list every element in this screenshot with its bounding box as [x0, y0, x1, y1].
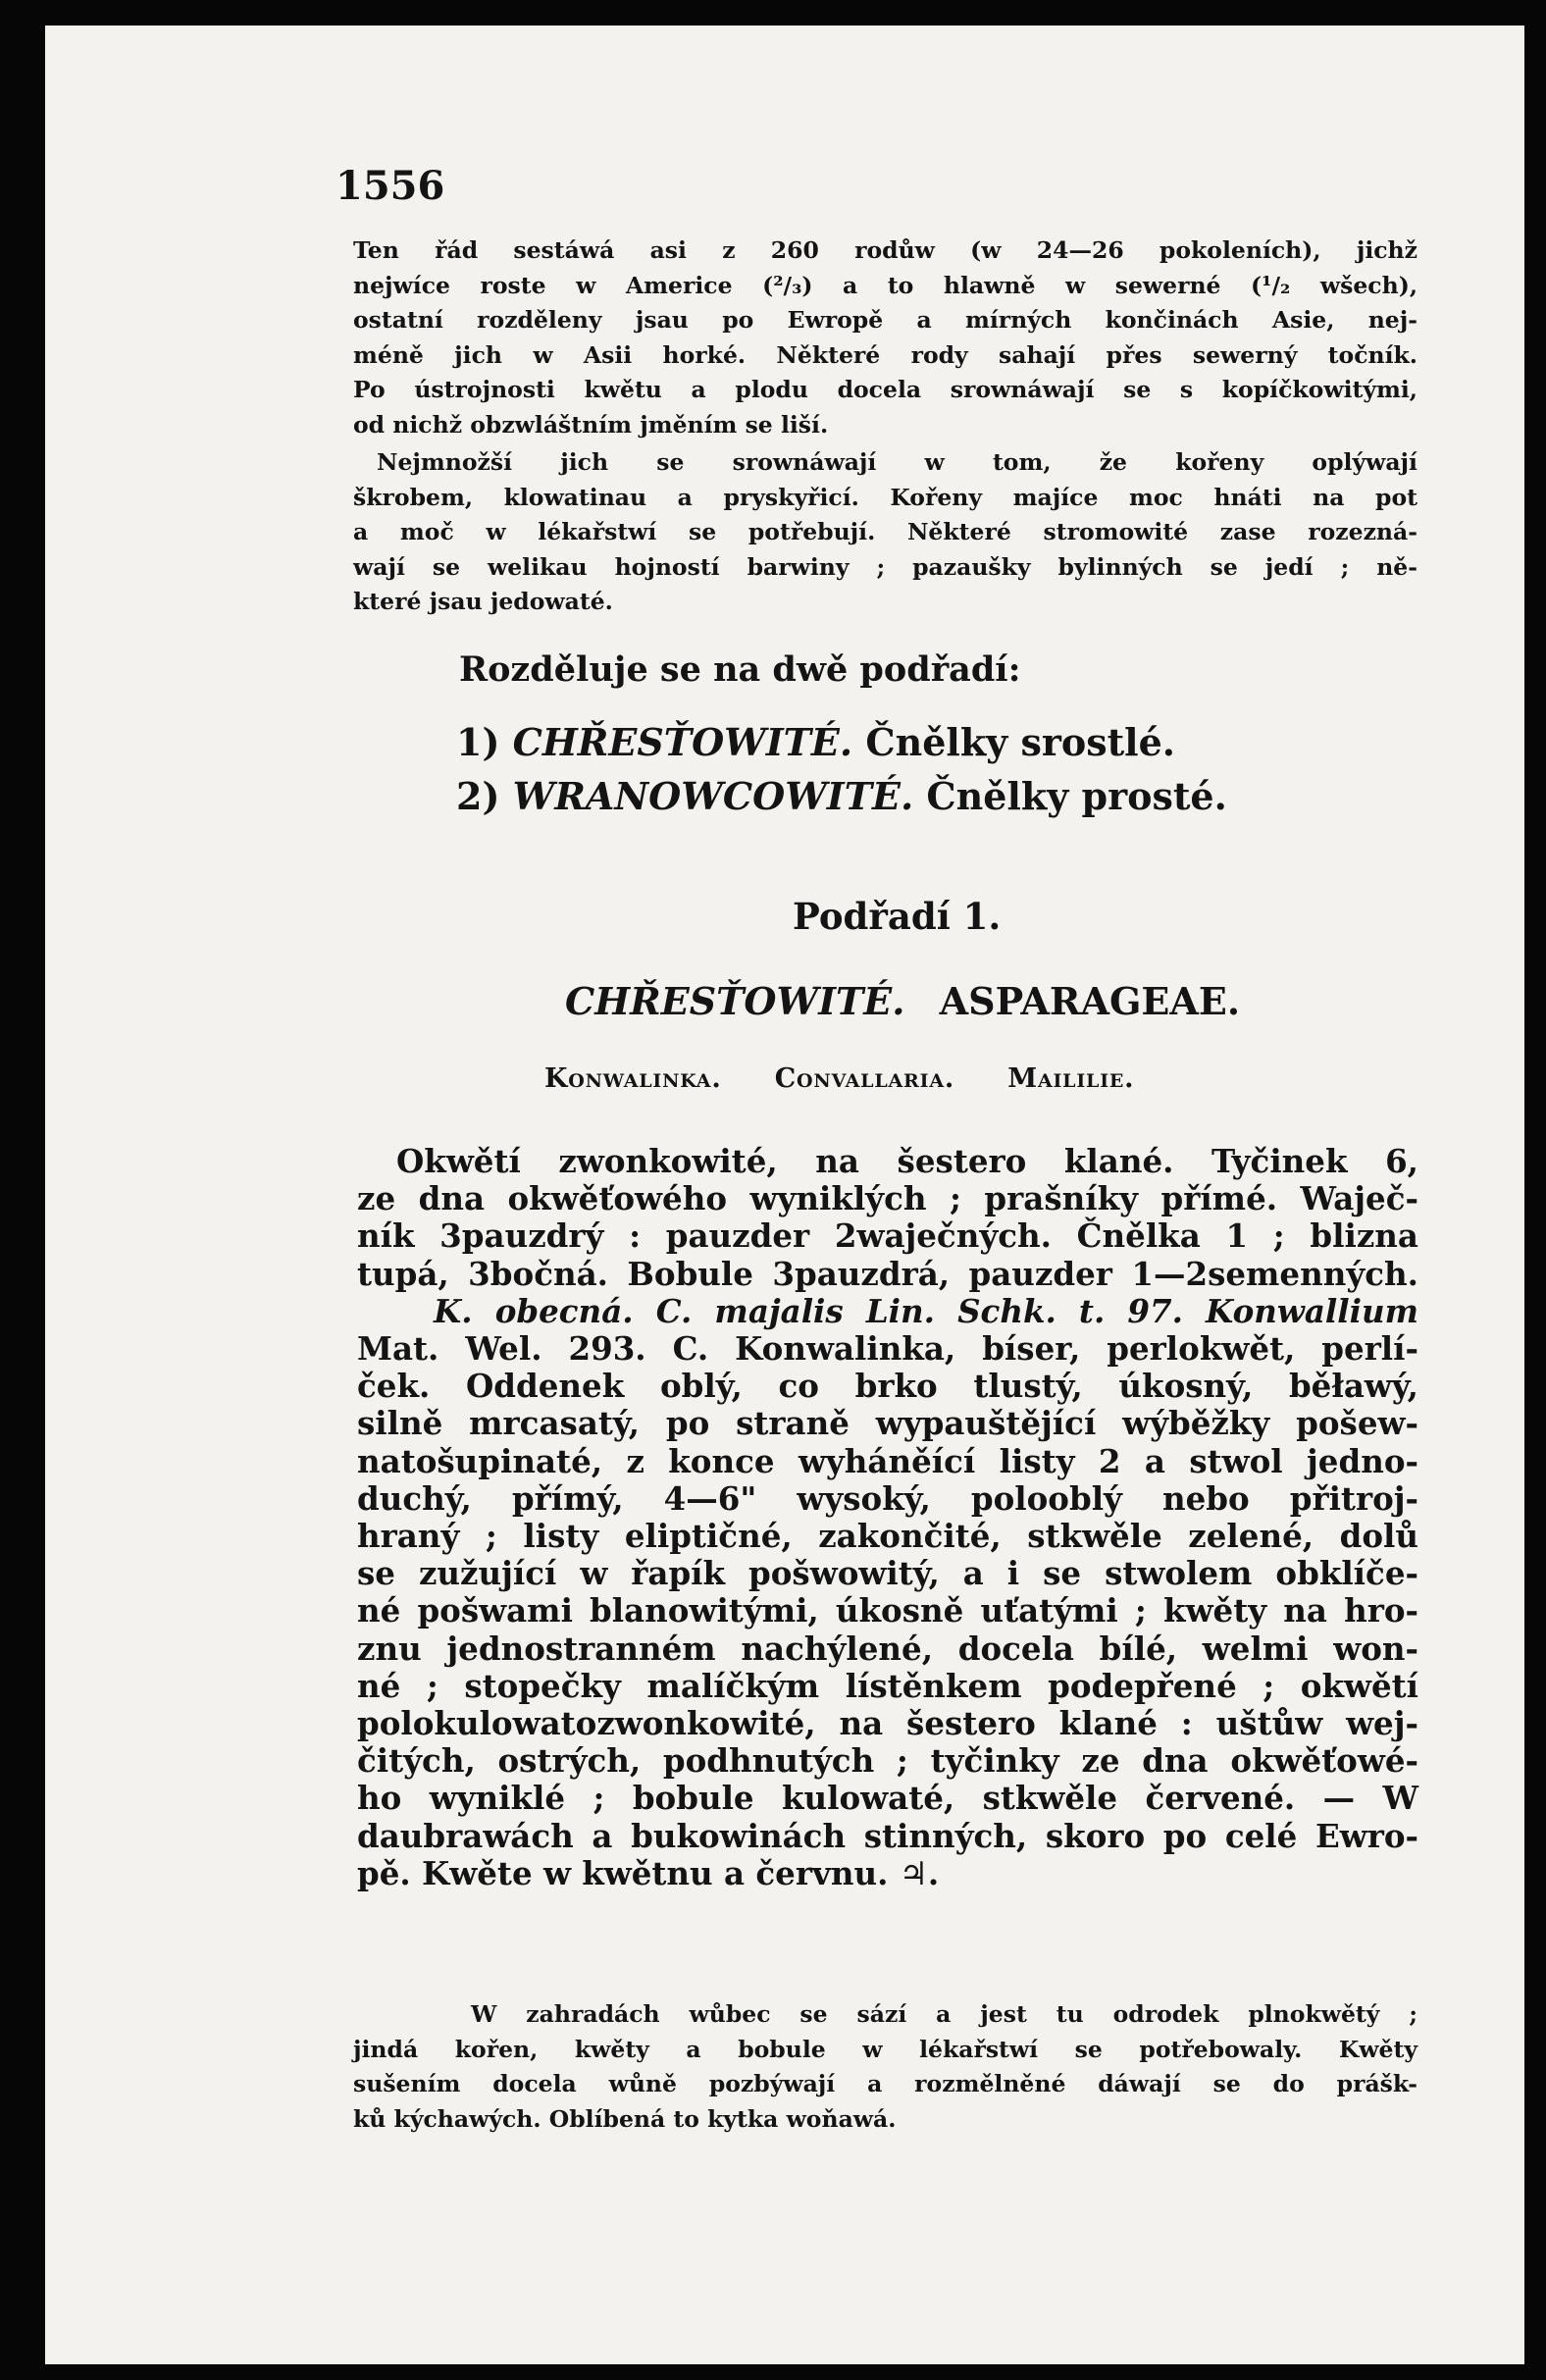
- description-line: Okwětí zwonkowité, na šestero klané. Tyčinek 6,: [396, 1142, 1418, 1180]
- description-line: né ; stopečky malíčkým lístěnkem podepřené ; okwětí: [357, 1666, 1418, 1705]
- note-line: ků kýchawých. Oblíbená to kytka woňawá.: [353, 2104, 897, 2133]
- note-line: jindá kořen, kwěty a bobule w lékařstwí se potřebowaly. Kwěty: [353, 2035, 1417, 2063]
- intro-line: od nichž obzwláštním jměním se liší.: [353, 411, 829, 439]
- intro-line: ostatní rozděleny jsau po Ewropě a mírných končinách Asie, nej-: [353, 306, 1417, 335]
- genus-latin-name: Convallaria.: [774, 1063, 955, 1094]
- intro-line: Ten řád sestáwá asi z 260 rodůw (w 24—26 pokoleních), jichž: [353, 236, 1417, 264]
- suborder-item: [456, 774, 1227, 818]
- intro-line: Po ústrojnosti kwětu a plodu docela srownáwají se s kopíčkowitými,: [353, 376, 1417, 404]
- genus-heading: [544, 1063, 1177, 1094]
- description-line: tupá, 3bočná. Bobule 3pauzdrá, pauzder 1—2semenných.: [357, 1254, 1418, 1293]
- page-number: 1556: [335, 163, 445, 209]
- suborder-description: Čnělky srostlé.: [865, 720, 1175, 764]
- description-line: se zužující w řapík pošwowitý, a i se stwolem obklíče-: [357, 1554, 1418, 1593]
- description-line: daubrawách a bukowinách stinných, skoro po celé Ewro-: [357, 1816, 1418, 1855]
- description-line: hraný ; listy eliptičné, zakončité, stkwěle zelené, dolů: [357, 1517, 1418, 1555]
- description-line: pě. Kwěte w kwětnu a červnu. ♃.: [357, 1853, 940, 1892]
- paragraph-line: a moč w lékařstwí se potřebují. Některé stromowité zase rozezná-: [353, 518, 1417, 546]
- description-line: Mat. Wel. 293. C. Konwalinka, bíser, perlokwět, perlí-: [357, 1329, 1418, 1368]
- description-line: natošupinaté, z konce wyháněící listy 2 a stwol jedno-: [357, 1441, 1418, 1480]
- description-line: K. obecná. C. majalis Lin. Schk. t. 97. Konwallium: [434, 1291, 1418, 1330]
- family-heading: [565, 979, 1240, 1023]
- paragraph-line: které jsau jedowaté.: [353, 588, 613, 616]
- genus-czech-name: Konwalinka.: [544, 1063, 722, 1094]
- family-latin-name: ASPARAGEAE.: [939, 979, 1241, 1023]
- paragraph-line: Nejmnožší jich se srownáwají w tom, že kořeny oplýwají: [377, 448, 1417, 476]
- note-line: W zahradách wůbec se sází a jest tu odrodek plnokwětý ;: [471, 2000, 1417, 2028]
- division-heading: Rozděluje se na dwě podřadí:: [459, 649, 1021, 690]
- description-line: polokulowatozwonkowité, na šestero klané : uštůw wej-: [357, 1704, 1418, 1742]
- description-line: né pošwami blanowitými, úkosně uťatými ; kwěty na hro-: [357, 1591, 1418, 1630]
- description-line: čitých, ostrých, podhnutých ; tyčinky ze dna okwěťowé-: [357, 1741, 1418, 1781]
- paragraph-line: škrobem, klowatinau a pryskyřicí. Kořeny majíce moc hnáti na pot: [353, 483, 1417, 511]
- suborder-name: CHŘESŤOWITÉ.: [512, 720, 853, 764]
- suborder-number: 2): [456, 774, 500, 818]
- suborder-number: 1): [456, 720, 500, 764]
- suborder-item: [456, 720, 1175, 764]
- description-line: ho wyniklé ; bobule kulowaté, stkwěle červené. — W: [357, 1779, 1418, 1818]
- description-line: silně mrcasatý, po straně wypauštějící wýběžky pošew-: [357, 1404, 1418, 1443]
- intro-line: nejwíce roste w Americe (²/₃) a to hlawně w sewerné (¹/₂ wšech),: [353, 271, 1417, 299]
- family-czech-name: CHŘESŤOWITÉ.: [565, 979, 905, 1023]
- description-line: znu jednostranném nachýlené, docela bílé, welmi won-: [357, 1629, 1418, 1668]
- suborder-heading: Podřadí 1.: [793, 895, 1002, 938]
- description-line: ze dna okwěťowého wyniklých ; prašníky přímé. Waječ-: [357, 1179, 1418, 1218]
- intro-line: méně jich w Asii horké. Některé rody sahají přes sewerný točník.: [353, 340, 1417, 369]
- genus-german-name: Maililie.: [1007, 1063, 1135, 1094]
- suborder-name: WRANOWCOWITÉ.: [512, 774, 914, 818]
- description-line: ník 3pauzdrý : pauzder 2waječných. Čnělka 1 ; blizna: [357, 1216, 1418, 1256]
- paragraph-line: wají se welikau hojností barwiny ; pazaušky bylinných se jedí ; ně-: [353, 552, 1417, 581]
- description-line: duchý, přímý, 4—6" wysoký, polooblý nebo přitroj-: [357, 1478, 1418, 1518]
- suborder-description: Čnělky prosté.: [926, 774, 1227, 818]
- description-line: ček. Oddenek oblý, co brko tlustý, úkosný, běławý,: [357, 1367, 1418, 1406]
- note-line: sušením docela wůně pozbýwají a rozmělněné dáwají se do prášk-: [353, 2070, 1417, 2098]
